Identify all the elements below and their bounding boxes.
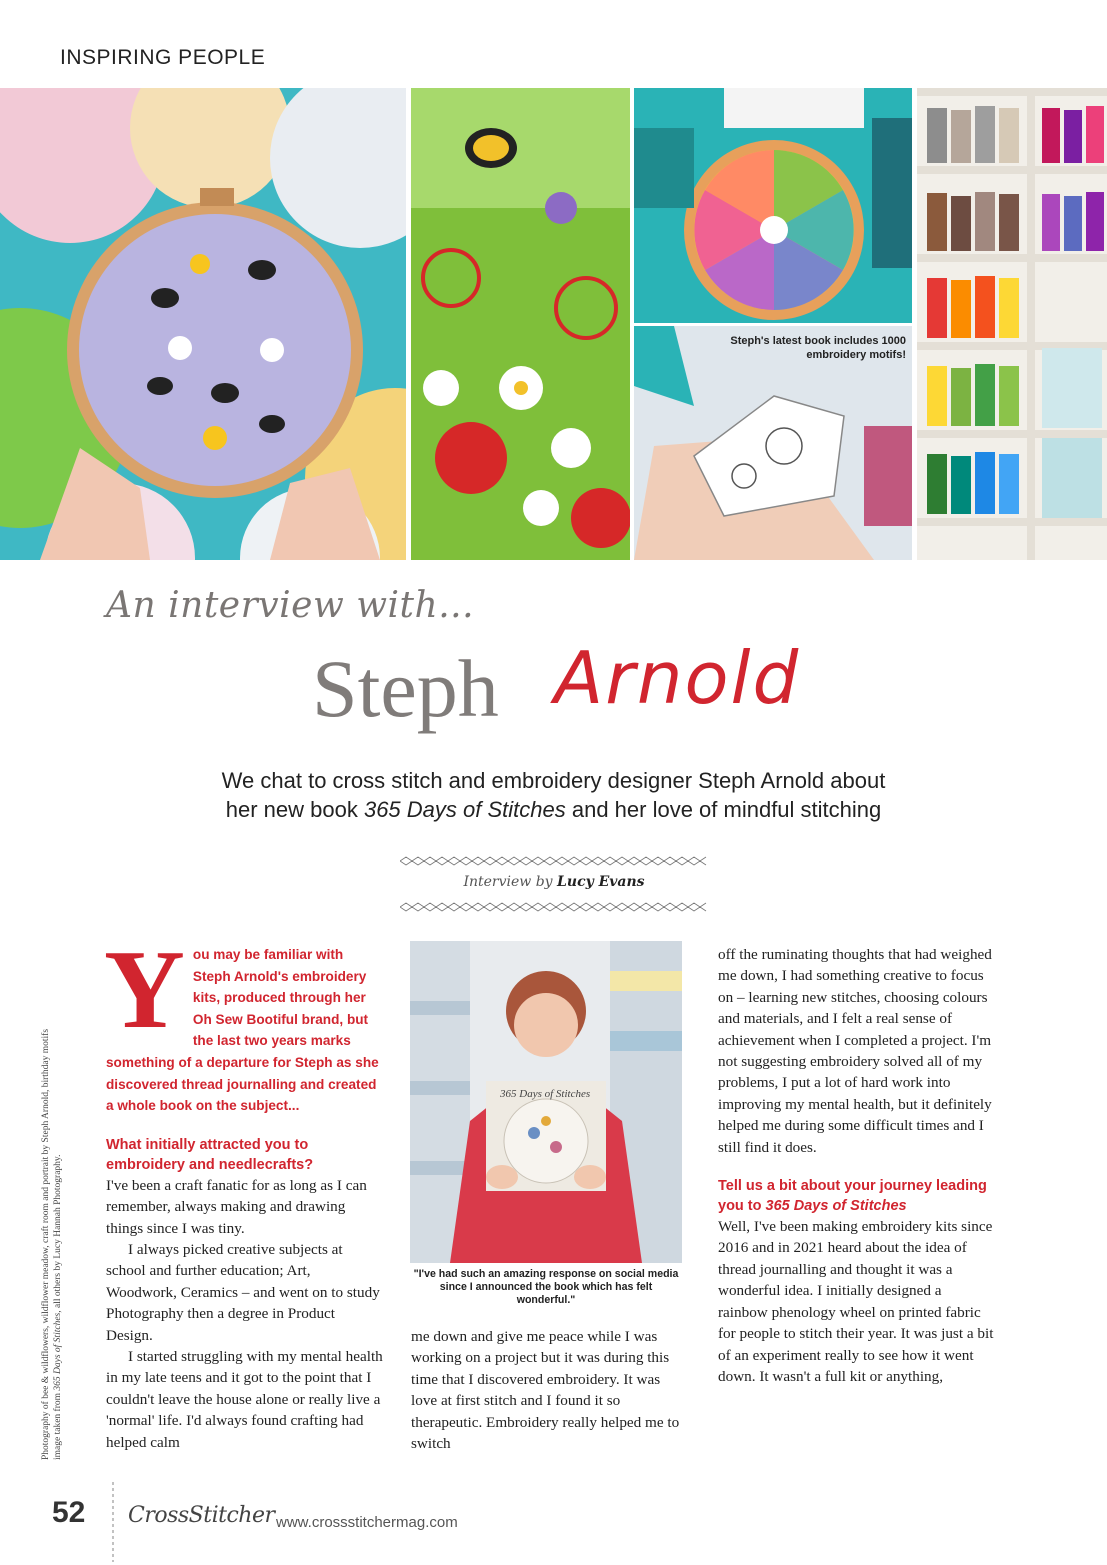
standfirst-book-title: 365 Days of Stitches: [363, 797, 566, 822]
divider-top: [400, 856, 708, 866]
article-column-2: [411, 1326, 686, 1454]
magazine-url[interactable]: www.crossstitchermag.com: [276, 1514, 458, 1531]
standfirst: [120, 766, 987, 824]
column-2-text: me down and give me peace while I was working on a project but it was during this time that I discovered embroidery. It was love at first stitch and I found it so therapeutic. Embroidery really helped me to switch: [411, 1328, 680, 1453]
article-intro-text: ou may be familiar with Steph Arnold's embroidery kits, produced through her Oh Sew Bootiful brand, but the last two years marks something of a departure for Steph as she discovered thread journalling and created a whole book on the subject...: [106, 947, 379, 1114]
article-column-1: [104, 928, 384, 1453]
footer-stitch-line: [108, 1482, 118, 1562]
photo-credit-part2: , all others by Lucy Hannah Photography.: [53, 1154, 63, 1313]
answer-2: Well, I've been making embroidery kits since 2016 and in 2021 heard about the idea of thread journalling and thought it was a wonderful idea. I initially designed a rainbow phenology wheel on printed fabric for people to stitch their year. It was just a bit of an experiment really to see how it went down. It wasn't a full kit or anything,: [718, 1218, 994, 1385]
standfirst-line2-end: and her love of mindful stitching: [565, 797, 882, 822]
headline-name: [312, 636, 832, 736]
article-intro: [104, 928, 384, 1117]
headline-last-name: Arnold: [554, 636, 801, 720]
photo-embroidery-motifs: [634, 326, 912, 560]
photo-credit-part1: Photography of bee & wildflowers, wildflower meadow, craft room and portrait by Steph Arnold, birthday motifs image taken from: [41, 1028, 63, 1460]
standfirst-line1: We chat to cross stitch and embroidery designer Steph Arnold about: [221, 768, 886, 793]
byline-author: Lucy Evans: [557, 874, 645, 890]
byline: [400, 874, 708, 890]
column-3-paragraph-1: off the ruminating thoughts that had weighed me down, I had something creative to focus on – learning new stitches, choosing colours and materials, and I felt a real sense of achievement when I completed a project. I'm not suggesting embroidery solved all of my problems, I put a lot of hard work into improving my mental health, but it definitely helped me during some difficult times and I still find it does.: [718, 946, 992, 1156]
portrait-caption: "I've had such an amazing response on social media since I announced the book which has felt wonderful.": [413, 1268, 679, 1306]
divider-bottom: [400, 902, 708, 912]
question-2: [718, 1176, 994, 1216]
drop-cap: Y: [104, 928, 185, 1052]
portrait-photo: [410, 941, 682, 1263]
photo-thread-shelves: [917, 88, 1107, 560]
answer-1-paragraph-2: I always picked creative subjects at school and further education; Art, Woodwork, Ceramics – and went on to study Photography then a degree in Product Design.: [106, 1240, 380, 1344]
photo-credit-book: 365 Days of Stitches: [53, 1312, 63, 1391]
headline-first-name: Steph: [312, 643, 499, 734]
photo-bee-hoop: [0, 88, 406, 560]
headline-kicker: An interview with...: [106, 585, 475, 626]
article-column-3: [718, 944, 994, 1387]
page-number: 52: [52, 1496, 86, 1529]
section-tag: INSPIRING PEOPLE: [60, 46, 266, 69]
photo-wildflower-meadow: [411, 88, 630, 560]
photo-credit: [40, 1020, 80, 1460]
question-2-text: Tell us a bit about your journey leading you to: [718, 1178, 987, 1215]
byline-prefix: Interview by: [463, 874, 553, 890]
photo-caption: Steph's latest book includes 1000 embroidery motifs!: [730, 335, 906, 361]
standfirst-line2: [120, 795, 987, 824]
photo-phenology-wheel: [634, 88, 912, 323]
answer-1-paragraph-1: I've been a craft fanatic for as long as I can remember, always making and drawing things since I was tiny.: [106, 1176, 367, 1237]
standfirst-line2-start: her new book: [225, 797, 364, 822]
answer-1-paragraph-3: I started struggling with my mental health in my late teens and it got to the point that I couldn't leave the house alone or really live a 'normal' life. I'd always found crafting had helped calm: [106, 1348, 383, 1451]
question-2-book: 365 Days of Stitches: [765, 1198, 907, 1215]
book-cover-title: 365 Days of Stitches: [500, 1088, 591, 1100]
magazine-logo: CrossStitcher: [128, 1503, 275, 1528]
question-1: What initially attracted you to embroidery and needlecrafts?: [106, 1136, 314, 1173]
